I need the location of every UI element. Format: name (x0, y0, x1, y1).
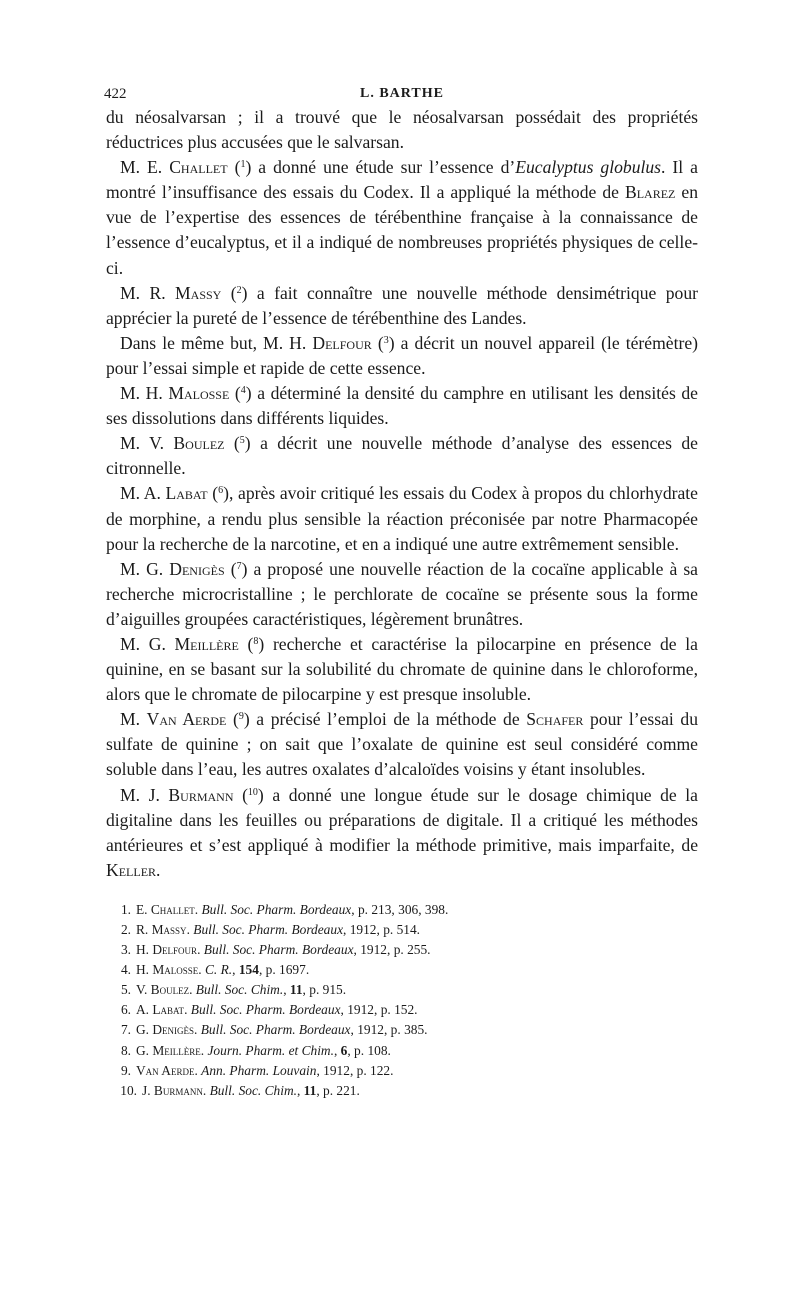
text-run: , 1912, p. 385. (350, 1022, 428, 1038)
footnote-ref: 9 (238, 711, 244, 723)
footnote-ref: 3 (383, 334, 389, 346)
text-run: M. E. (120, 157, 170, 178)
text-run: ) a décrit un nouvel appareil (le térémètre) pour l’essai simple et rapide de cette essence. (106, 332, 698, 378)
italic-text: Bull. Soc. Pharm. Bordeaux (203, 942, 354, 958)
text-run: ) a décrit une nouvelle méthode d’analyse des essences de citronnelle. (106, 433, 698, 479)
text-run: M. (120, 709, 147, 730)
author-name: Burmann (153, 1082, 203, 1098)
footnote-ref: 1 (240, 159, 246, 171)
footnote (112, 1061, 698, 1081)
author-name: Challet (150, 901, 195, 917)
text-run: M. J. (120, 784, 169, 805)
footnote (112, 920, 698, 940)
text-run: ( (221, 282, 237, 303)
italic-text: C. R. (205, 962, 233, 978)
text-run: J. (142, 1082, 154, 1098)
italic-text: Journ. Pharm. et Chim. (207, 1042, 334, 1058)
text-run: . (156, 859, 161, 880)
text-run: , (232, 962, 239, 978)
footnote-ref: 10 (247, 786, 258, 798)
footnote-number: 7. (120, 1022, 131, 1038)
footnote-ref: 4 (240, 385, 246, 397)
footnote-number: 2. (120, 922, 131, 937)
paragraph (106, 431, 698, 481)
text-run: . (194, 1022, 201, 1038)
author-name: Denigès (169, 558, 225, 579)
author-name: Schafer (526, 709, 584, 730)
author-name: Delfour (312, 332, 372, 353)
text-run: , p. 213, 306, 398. (351, 901, 449, 917)
running-head: L. BARTHE (360, 86, 444, 101)
author-name: Malosse (168, 383, 230, 404)
text-run: Dans le même but, M. H. (120, 332, 313, 353)
footnote (112, 1041, 698, 1061)
text-run: , 1912, p. 255. (353, 942, 431, 958)
text-run: . (189, 982, 196, 998)
volume-number: 11 (289, 982, 303, 998)
text-run: . (186, 922, 194, 937)
author-name: Massy (151, 922, 187, 937)
footnote-ref: 7 (236, 560, 242, 572)
text-run: ) a proposé une nouvelle réaction de la cocaïne applicable à sa recherche microcristalline ; le perchlorate de cocaïne se présente sous la forme d’aiguilles groupées caractéristiques, légèrement brunâtres. (106, 558, 698, 629)
paragraph (106, 381, 698, 431)
text-run: ), après avoir critiqué les essais du Codex à propos du chlorhydrate de morphine, a rendu plus sensible la réaction préconisée par notre Pharmacopée pour la recherche de la narcotine, et en a indiqué une autre extrêmement sensible. (106, 483, 698, 554)
text-run: ) a donné une longue étude sur le dosage chimique de la digitaline dans les feuilles ou préparations de digitale. Il a critiqué les méthodes antérieures et s’est appliqué à modifier la méthode primitive, mais imparfaite, de (106, 784, 698, 855)
paragraph (106, 481, 698, 556)
text-run: ) a donné une étude sur l’essence d’ (245, 157, 516, 178)
text-run: ( (224, 433, 240, 454)
paragraph (106, 105, 698, 155)
author-name: Labat (165, 483, 208, 504)
text-run: , 1912, p. 122. (316, 1062, 394, 1078)
paragraph (106, 281, 698, 331)
text-run: H. (136, 942, 153, 958)
text-run: ) recherche et caractérise la pilocarpine en présence de la quinine, en se basant sur la solubilité du chromate de quinine dans le chloroforme, alors que le chromate de pilocarpine y est presque insoluble. (106, 633, 698, 705)
book-page (106, 80, 698, 1101)
text-run: . (198, 962, 205, 978)
text-run: E. (136, 901, 151, 917)
text-run: . (194, 1062, 202, 1078)
author-name: Blarez (624, 182, 676, 203)
author-name: Burmann (168, 784, 234, 805)
footnote-number: 8. (120, 1042, 131, 1058)
text-run: ) a fait connaître une nouvelle méthode densimétrique pour apprécier la pureté de l’essence de térébenthine des Landes. (106, 282, 698, 328)
footnote (112, 960, 698, 980)
paragraph (106, 155, 698, 280)
text-run: ( (226, 709, 239, 730)
paragraph (106, 632, 698, 707)
paragraph (106, 557, 698, 632)
text-run: ( (227, 157, 241, 178)
page-header (106, 80, 698, 102)
text-run: en vue de l’expertise des essences de térébenthine française à la connaissance de l’essence d’eucalyptus, et il a indiqué de nombreuses propriétés physiques de celle-ci. (106, 182, 699, 278)
author-name: Massy (175, 282, 222, 303)
italic-text: Bull. Soc. Pharm. Bordeaux (200, 1022, 351, 1038)
author-name: Labat (152, 1002, 185, 1018)
footnote-number: 4. (120, 962, 131, 978)
author-name: Boulez (150, 982, 190, 998)
text-run: R. (136, 922, 152, 937)
author-name: Van Aerde (136, 1062, 195, 1078)
text-run: . (194, 901, 202, 917)
text-run: . (202, 1082, 210, 1098)
text-run: , 1912, p. 152. (340, 1002, 418, 1018)
text-run: ( (207, 483, 219, 504)
footnote-number: 5. (120, 982, 131, 998)
paragraph (106, 783, 698, 883)
author-name: Delfour (152, 942, 198, 958)
text-run: V. (136, 982, 151, 998)
footnote-number: 10. (120, 1082, 137, 1098)
footnote-number: 6. (120, 1002, 131, 1018)
text-run: . Il a montré l’insuffisance des essais du Codex. Il a appliqué la méthode de (106, 157, 698, 203)
author-name: Van Aerde (146, 709, 227, 730)
footnote (112, 900, 698, 920)
text-run: , p. 1697. (258, 962, 310, 978)
author-name: Malosse (152, 962, 199, 978)
text-run: . (197, 942, 204, 958)
text-run: H. (136, 962, 153, 978)
text-run: M. H. (120, 383, 169, 404)
text-run: . (184, 1002, 191, 1018)
footnote-number: 9. (120, 1062, 131, 1078)
author-name: Boulez (173, 433, 225, 454)
volume-number: 11 (303, 1082, 317, 1098)
text-run: M. G. (120, 558, 170, 579)
text-run: ( (371, 332, 384, 353)
paragraph (106, 331, 698, 381)
footnote-ref: 5 (239, 435, 245, 447)
text-run: ( (233, 784, 248, 805)
footnote (112, 1081, 698, 1101)
volume-number: 6 (340, 1042, 348, 1058)
footnote (112, 940, 698, 960)
page-number: 422 (104, 86, 127, 102)
text-run: , (333, 1042, 341, 1058)
text-run: , p. 915. (302, 982, 347, 998)
italic-text: Bull. Soc. Pharm. Bordeaux (201, 901, 352, 917)
text-run: M. R. (120, 282, 176, 303)
text-run: A. (136, 1002, 153, 1018)
author-name: Meillère (174, 633, 239, 654)
text-run: M. A. (120, 483, 166, 504)
text-run: G. (136, 1022, 153, 1038)
italic-text: Bull. Soc. Chim. (195, 982, 284, 998)
footnote (112, 1000, 698, 1020)
italic-text: Eucalyptus globulus (515, 157, 662, 178)
text-run: ) a déterminé la densité du camphre en utilisant les densités de ses dissolutions dans différents liquides. (106, 383, 698, 429)
italic-text: Ann. Pharm. Louvain (201, 1062, 317, 1078)
text-run: ( (238, 633, 254, 654)
text-run: M. V. (120, 433, 174, 454)
text-run: G. (136, 1042, 153, 1058)
footnote (112, 1020, 698, 1040)
author-name: Keller (106, 859, 157, 880)
footnote-number: 3. (120, 942, 131, 958)
footnote-number: 1. (120, 901, 131, 917)
volume-number: 154 (238, 962, 259, 978)
italic-text: Bull. Soc. Pharm. Bordeaux (190, 1002, 341, 1018)
text-run: du néosalvarsan ; il a trouvé que le néosalvarsan possédait des propriétés réductrices plus accusées que le salvarsan. (106, 107, 698, 153)
author-name: Meillère (152, 1042, 201, 1058)
text-run: , p. 221. (316, 1082, 360, 1098)
text-run: ( (224, 558, 237, 579)
author-name: Denigès (152, 1022, 195, 1038)
footnote-ref: 2 (236, 284, 242, 296)
text-run: , (283, 982, 290, 998)
footnote-ref: 6 (218, 485, 224, 497)
footnote-ref: 8 (253, 635, 259, 647)
text-run: pour l’essai du sulfate de quinine ; on sait que l’oxalate de quinine est seul considéré comme soluble dans l’eau, les autres oxalates d’alcaloïdes voisins y étant insolubles. (106, 709, 698, 780)
italic-text: Bull. Soc. Pharm. Bordeaux (193, 922, 344, 937)
footnote (112, 980, 698, 1000)
paragraph (106, 707, 698, 782)
text-run: M. G. (120, 633, 175, 654)
text-run: . (200, 1042, 208, 1058)
body-text (106, 105, 698, 883)
text-run: ) a précisé l’emploi de la méthode de (243, 709, 527, 730)
text-run: , p. 108. (347, 1042, 391, 1058)
author-name: Challet (169, 157, 228, 178)
italic-text: Bull. Soc. Chim. (209, 1082, 297, 1098)
footnotes (112, 900, 698, 1101)
text-run: , (296, 1082, 304, 1098)
text-run: , 1912, p. 514. (343, 922, 421, 937)
text-run: ( (229, 383, 241, 404)
